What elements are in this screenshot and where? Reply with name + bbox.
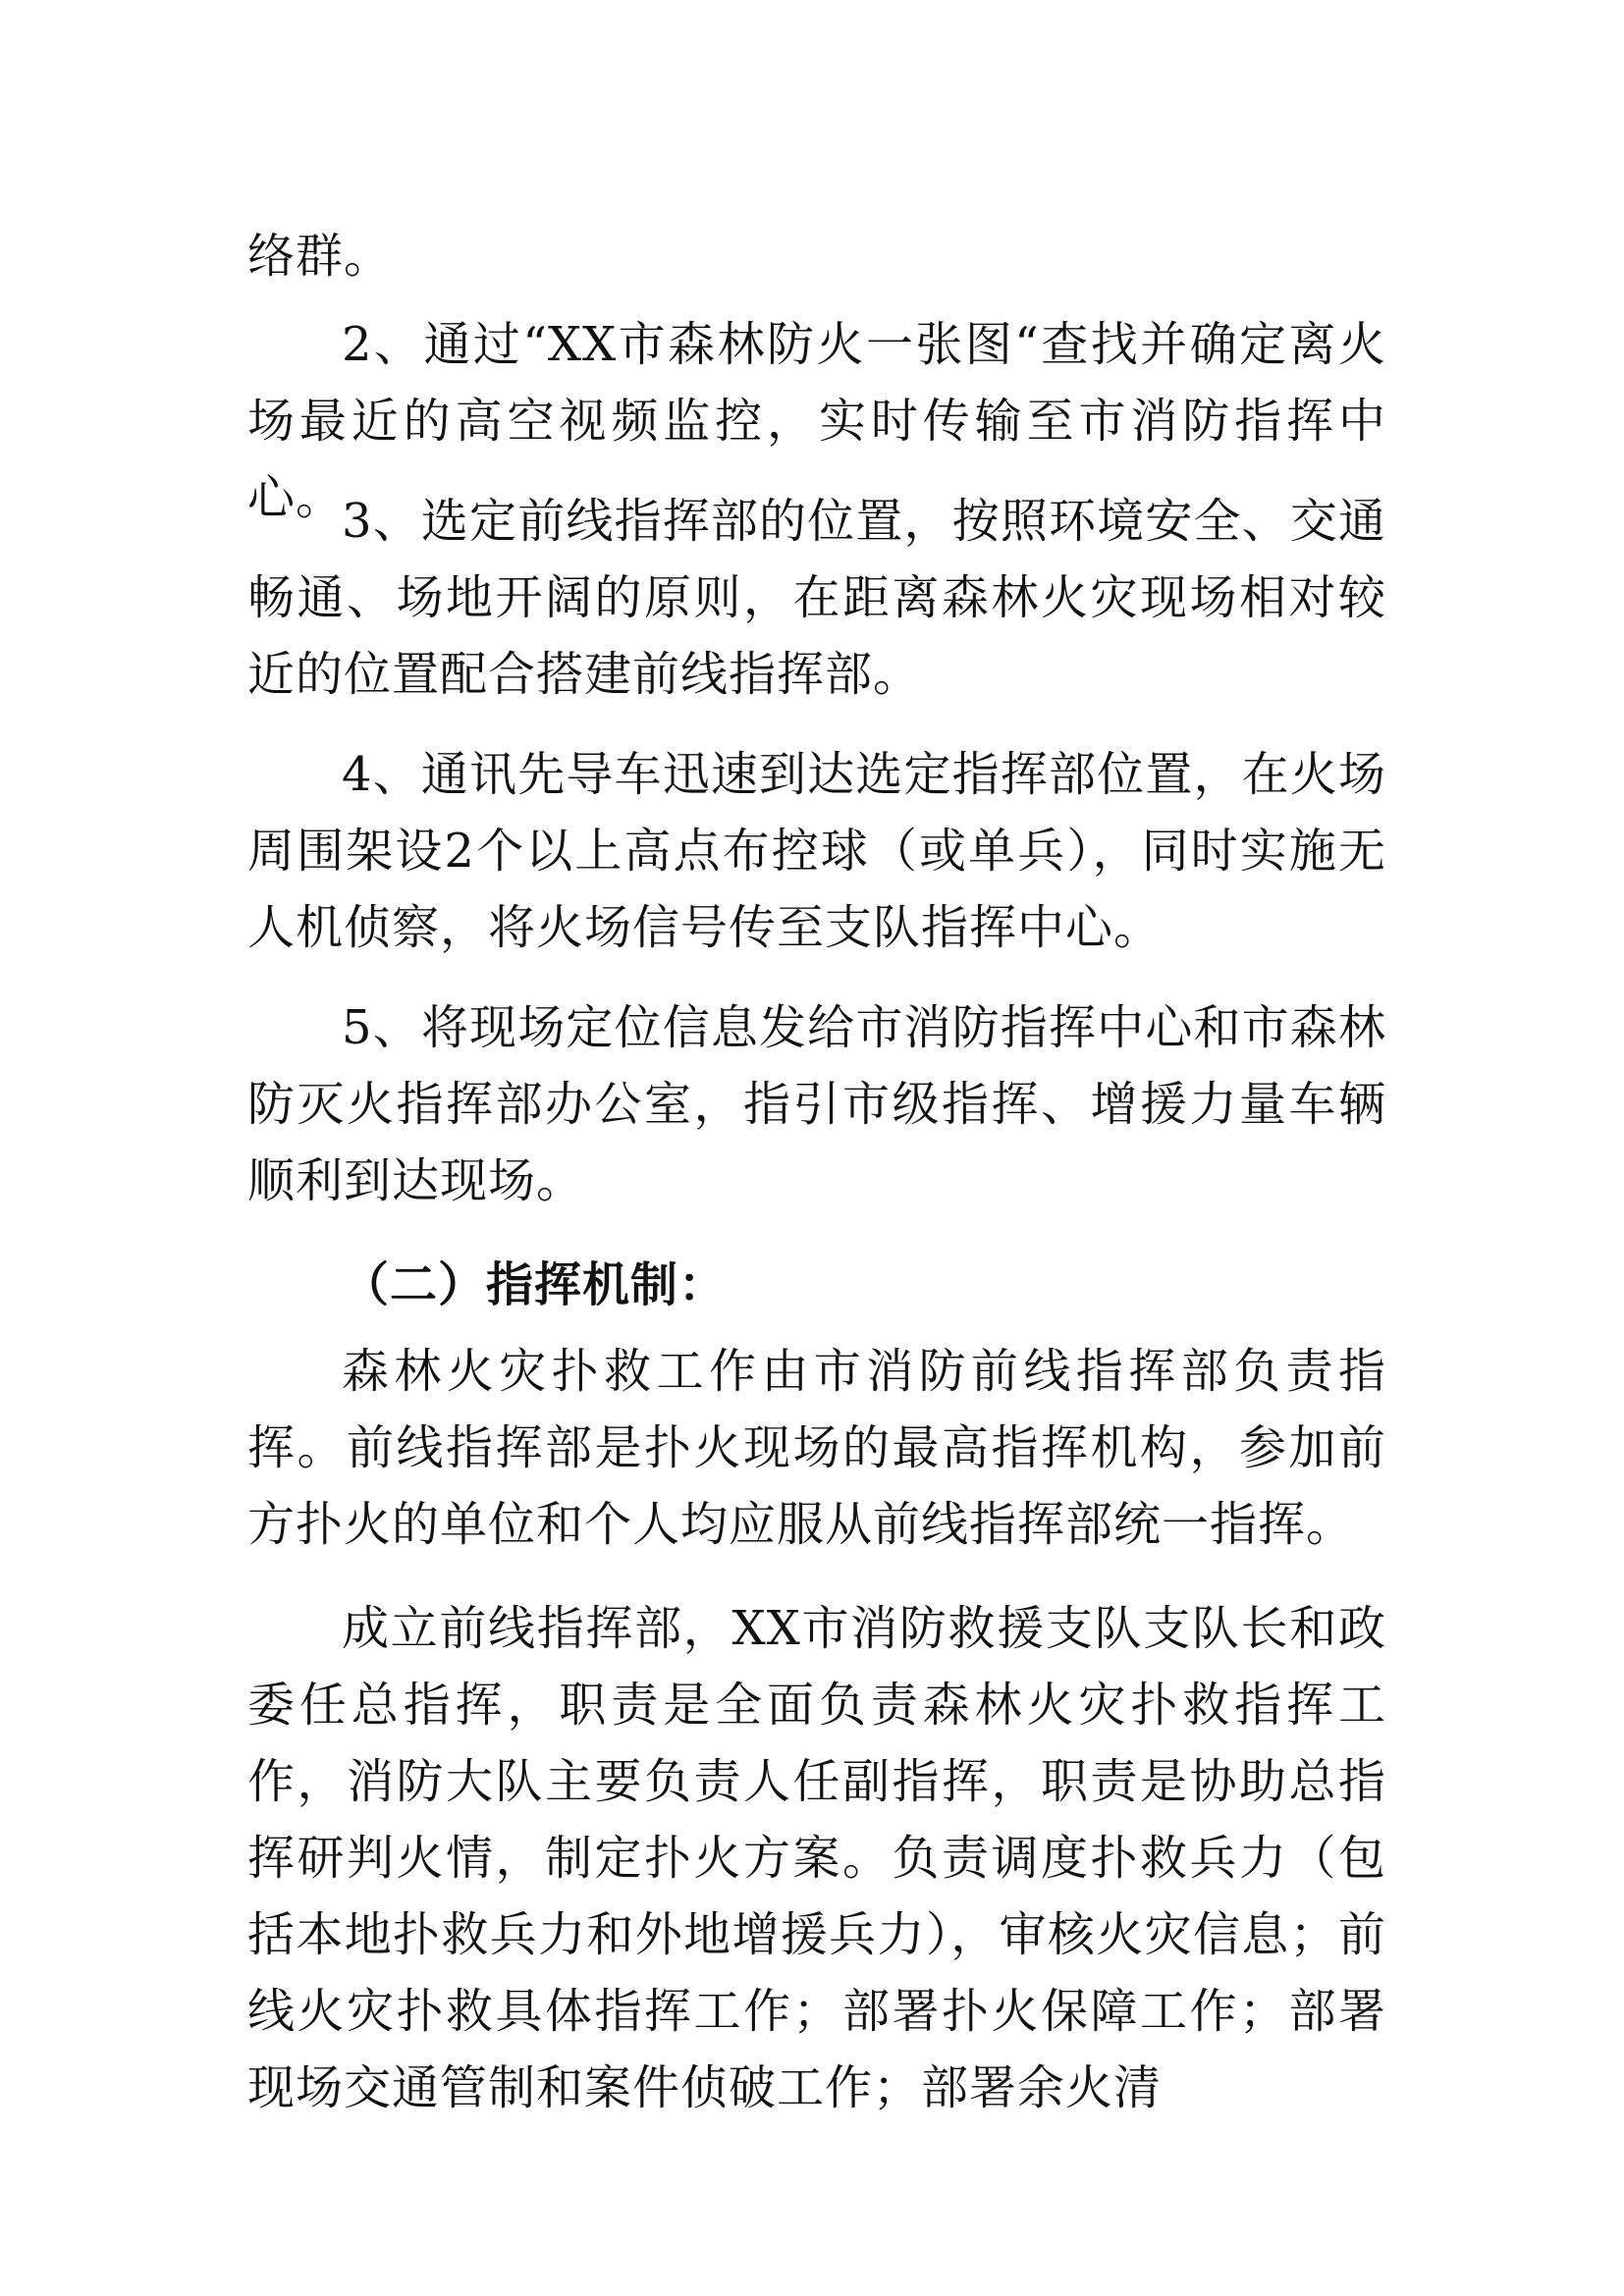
paragraph-command-structure: 成立前线指挥部，XX市消防救援支队支队长和政委任总指挥，职责是全面负责森林火灾扑救指挥工作，消防大队主要负责人任副指挥，职责是协助总指挥研判火情，制定扑火方案。负责调度扑救兵力（包括本地扑救兵力和外地增援兵力），审核火灾信息；前线火灾扑救具体指挥工作；部署扑火保障工作；部署现场交通管制和案件侦破工作；部署余火清 — [247, 1601, 1386, 2115]
paragraph-item-4: 4、通讯先导车迅速到达选定指挥部位置，在火场周围架设2个以上高点布控球（或单兵），同时实施无人机侦察，将火场信号传至支队指挥中心。 — [247, 747, 1386, 955]
paragraph-item-5: 5、将现场定位信息发给市消防指挥中心和市森林防灭火指挥部办公室，指引市级指挥、增援力量车辆顺利到达现场。 — [247, 1000, 1386, 1208]
paragraph-item-3: 3、选定前线指挥部的位置，按照环境安全、交通畅通、场地开阔的原则，在距离森林火灾现场相对较近的位置配合搭建前线指挥部。 — [247, 494, 1386, 702]
paragraph-continuation: 络群。 — [247, 229, 393, 284]
paragraph-item-2: 2、通过“XX市森林防火一张图“查找并确定离火场最近的高空视频监控，实时传输至市消防指挥中心。 — [247, 317, 1386, 525]
section-heading: （二）指挥机制： — [342, 1257, 728, 1312]
paragraph-command-overview: 森林火灾扑救工作由市消防前线指挥部负责指挥。前线指挥部是扑火现场的最高指挥机构，参加前方扑火的单位和个人均应服从前线指挥部统一指挥。 — [247, 1344, 1386, 1552]
